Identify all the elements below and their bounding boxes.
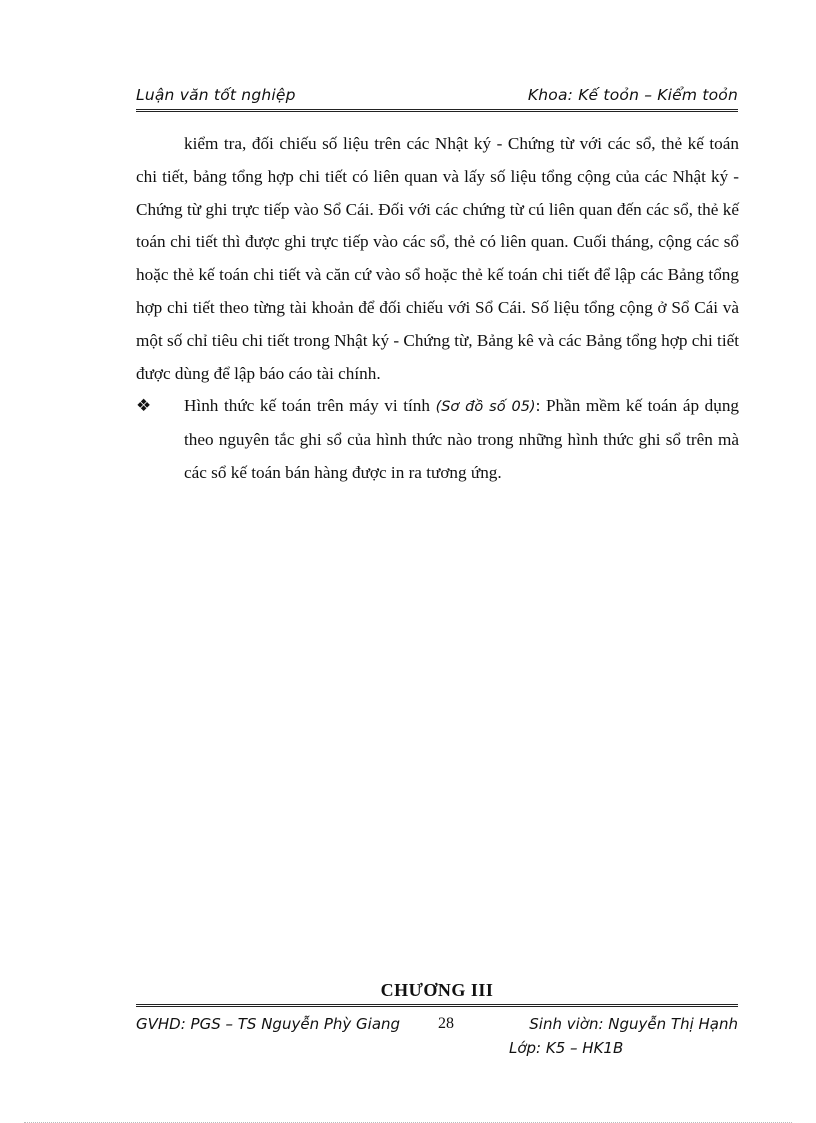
chapter-heading: CHƯƠNG III: [380, 980, 494, 1000]
diamond-bullet-icon: ❖: [136, 396, 152, 417]
page-footer: [136, 1013, 738, 1063]
bullet-lead-text: Hình thức kế toán trên máy vi tính: [184, 396, 436, 416]
bullet-body-text: : Phần mềm kế toán áp dụng theo nguyên tắc ghi sổ của hình thức nào trong những hình thức ghi sổ trên mà các sổ kế toán bán hàng được in ra tương ứng.: [184, 396, 740, 482]
header-thesis-title: Luận văn tốt nghiệp: [136, 86, 296, 104]
header-faculty: Khoa: Kế toỏn – Kiểm toỏn: [527, 86, 738, 104]
page-header: [136, 86, 738, 110]
footer-divider: [136, 1004, 738, 1007]
paragraph-reconciliation: kiểm tra, đối chiếu số liệu trên các Nhật ký - Chứng từ với các sổ, thẻ kế toán chi tiết, bảng tổng hợp chi tiết có liên quan và lấy số liệu tổng cộng của các Nhật ký - Chứng từ ghi trực tiếp vào Sổ Cái. Đối với các chứng từ cú liên quan đến các sổ, thẻ kế toán chi tiết thì được ghi trực tiếp vào các sổ, thẻ có liên quan. Cuối tháng, cộng các sổ hoặc thẻ kế toán chi tiết và căn cứ vào sổ hoặc thẻ kế toán chi tiết để lập các Bảng tổng hợp chi tiết theo từng tài khoản để đối chiếu với Sổ Cái. Số liệu tổng cộng ở Sổ Cái và một số chỉ tiêu chi tiết trong Nhật ký - Chứng từ, Bảng kê và các Bảng tổng hợp chi tiết được dùng để lập báo cáo tài chính.: [136, 134, 739, 383]
body-text: [136, 128, 739, 490]
footer-instructor: GVHD: PGS – TS Nguyễn Phỳ Giang: [136, 1015, 401, 1033]
footer-class: Lớp: K5 – HK1B: [509, 1039, 624, 1057]
page-number: 28: [438, 1015, 454, 1032]
bullet-paragraph-computer-accounting: [136, 390, 739, 489]
header-divider: [136, 109, 738, 112]
footer-student: Sinh viờn: Nguyễn Thị Hạnh: [529, 1015, 738, 1033]
diagram-reference: (Sơ đồ số 05): [435, 399, 536, 416]
